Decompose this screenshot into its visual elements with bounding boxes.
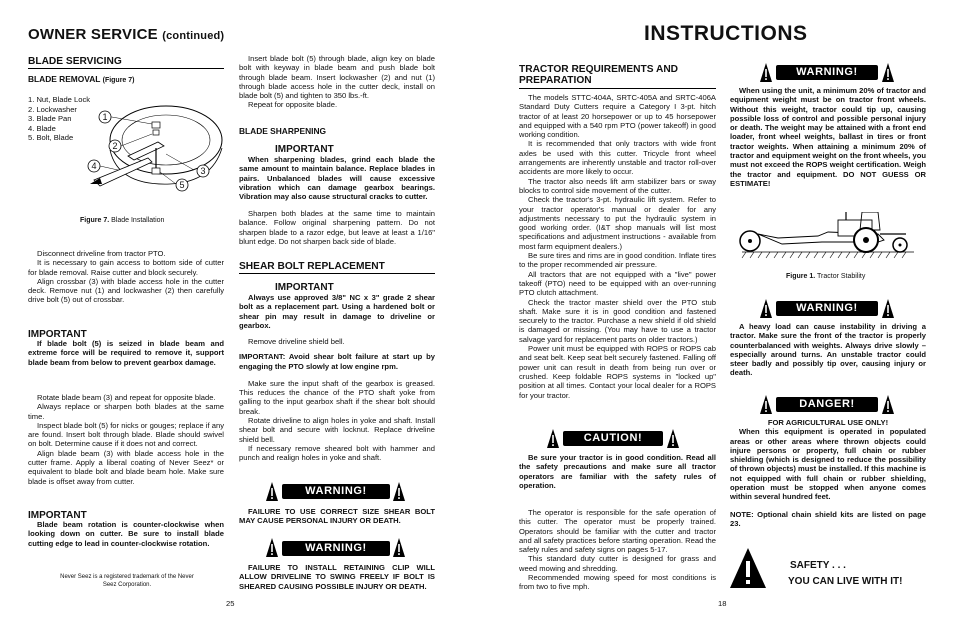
warning-label: WARNING! [282, 484, 390, 499]
important-text: Always use approved 3/8" NC x 3" grade 2 shear bolt as a replacement part. Using a hardened bolt or shear pin may result in damage to driveline or gearbox. [239, 293, 435, 330]
shear-bolt-rule [239, 273, 435, 274]
legend-item: 3. Blade Pan [28, 114, 72, 123]
warning-triangle-icon [882, 63, 894, 82]
figure7-caption-label: Figure 7. [80, 217, 110, 224]
warning-triangle-icon [760, 63, 772, 82]
paragraph: Recommended mowing speed for most conditions is from two to five mph. [519, 573, 716, 592]
warning-triangle-icon [760, 299, 772, 318]
warning-heavy-load-text [730, 322, 926, 378]
blade-bolt-install-text [239, 54, 435, 110]
warning-label: WARNING! [776, 65, 878, 80]
safety-slogan [790, 558, 902, 590]
warning-triangle-icon [393, 538, 405, 557]
figure7-caption [80, 216, 164, 225]
important-heading: IMPORTANT [275, 144, 334, 155]
tractor-requirements-text [519, 93, 716, 400]
paragraph: All tractors that are not equipped with a "live" power takeoff (PTO) need to be equipped with an over-running PTO clutch attachment. [519, 269, 716, 298]
blade-install-steps [28, 393, 224, 486]
important-heading: IMPORTANT [28, 510, 87, 521]
paragraph: Check the tractor master shield over the PTO stub shaft. Make sure it is in good condition and fastened securely to the tractor. Purchase a new shield if old shield is damaged or missing. (You may have to use a tractor salvage yard for replacement parts on older tractors.) [519, 297, 716, 344]
caution-paragraph: Be sure your tractor is in good condition. Read all the safety precautions and make sure all tractor operators are familiar with the safety rules of operation. [519, 453, 716, 490]
paragraph: Align blade beam (3) with blade access hole in the cutter frame. Apply a liberal coating of Never Seez* or equivalent to blade bolt and blade beam hole. Make sure blade is offset away from cutter. [28, 448, 224, 486]
warning-triangle-icon [266, 538, 278, 557]
danger-triangle-icon [882, 395, 894, 414]
page-number-25: 25 [226, 599, 235, 608]
danger-title: FOR AGRICULTURAL USE ONLY! [767, 418, 889, 427]
blade-sharpening-heading: BLADE SHARPENING [239, 126, 327, 136]
paragraph: Make sure the input shaft of the gearbox is greased. This reduces the chance of the PTO shaft yoke from galling to the input gearbox shaft if the shear bolt should break. [239, 378, 435, 416]
important-text: When sharpening blades, grind each blade the same amount to maintain balance. Replace blades in pairs. Unbalanced blades will cause excessive vibration which can damage gearbox bearings. Vibration may also cause structural cracks to cutter. [239, 155, 435, 202]
paragraph: Align crossbar (3) with blade access hole in the cutter deck. Remove nut (1) and lockwasher (2) then carefully drive bolt (5) out of crossbar. [28, 276, 224, 305]
paragraph: Power unit must be equipped with ROPS or ROPS cab and seat belt. Keep seat belt securely fastened. Falling off power unit can result in death from being run over or crushed. Keep foldable ROPS systems in "locked up" position at all times. Contact your local dealer for a ROPS for your tractor. [519, 344, 716, 400]
blade-removal-figref: (Figure 7) [102, 77, 135, 84]
legend-item: 5. Bolt, Blade [28, 133, 74, 142]
caution-triangle-icon [547, 429, 559, 448]
sharpening-instructions [239, 209, 435, 246]
paragraph: Remove driveline shield bell. [248, 337, 345, 346]
warning-text: FAILURE TO USE CORRECT SIZE SHEAR BOLT MAY CAUSE PERSONAL INJURY OR DEATH. [239, 507, 435, 526]
warning-label: WARNING! [776, 301, 878, 316]
important-text: If blade bolt (5) is seized in blade beam and extreme force will be required to remove it, support blade beam from below to prevent gearbox damage. [28, 339, 224, 367]
paragraph: Check the tractor's 3-pt. hydraulic lift system. Refer to your tractor operator's manual or dealer for any adjustments necessary to put the hydraulic system in good working order. (I&T shop manuals will list most specifications and adjustment instructions - available from most farm equipment dealers.) [519, 195, 716, 251]
chain-shield-note: NOTE: Optional chain shield kits are listed on page 23. [730, 509, 926, 528]
callout-1: 1 [102, 112, 108, 122]
warning-front-weight-text [730, 86, 926, 188]
legend-item: 1. Nut, Blade Lock [28, 95, 91, 104]
paragraph: If necessary remove sheared bolt with hammer and punch and realign holes in yoke and shaft. [239, 443, 435, 463]
instructions-title: INSTRUCTIONS [644, 22, 808, 45]
paragraph: Insert blade bolt (5) through blade, align key on blade bolt with keyway in blade beam and push blade bolt through blade beam. Insert lockwasher (2) and nut (1) through blade access hole in the cutter deck, install on blade bolt (5) and tighten to 350 lbs.-ft. [239, 54, 435, 101]
danger-text-block [730, 418, 926, 528]
blade-servicing-rule [28, 68, 224, 69]
paragraph: Sharpen both blades at the same time to maintain balance. Follow original sharpening pattern. Do not sharpen blade to a razor edge, but leave at least a 1/16" blunt edge. Do not sharpen back side of blade. [239, 209, 435, 246]
important-seized-bolt-text [28, 339, 224, 367]
blade-servicing-heading: BLADE SERVICING [28, 56, 122, 67]
figure1-caption-label: Figure 1. [786, 273, 816, 280]
warning-triangle-icon [882, 299, 894, 318]
tractor-requirements-rule [519, 88, 716, 89]
safety-slogan-line1: SAFETY . . . [790, 560, 846, 571]
paragraph: Be sure tires and rims are in good condition. Inflate tires to the proper recommended air pressure. [519, 251, 716, 270]
safety-alert-triangle-icon [730, 548, 766, 588]
paragraph: The operator is responsible for the safe operation of this cutter. The operator must be properly trained. Operators should be familiar with the cutter and tractor and all safety practices before starting operation. Read the safety rules and safety signs on pages 5-17. [519, 508, 716, 555]
callout-3: 3 [200, 166, 206, 176]
paragraph: Rotate blade beam (3) and repeat for opposite blade. [37, 393, 216, 402]
figure1-caption-text: Tractor Stability [815, 273, 866, 280]
paragraph: Inspect blade bolt (5) for nicks or gouges; replace if any are found. Insert bolt through blade. Blade should swivel on bolt. Determine cause if it does not and correct. [28, 420, 224, 449]
figure7-caption-text: Blade Installation [109, 217, 165, 224]
blade-removal-steps [28, 249, 224, 305]
paragraph: It is necessary to gain access to bottom side of cutter for blade removal. Raise cutter and block securely. [28, 258, 224, 277]
page-number-18: 18 [718, 599, 727, 608]
warning-triangle-icon [393, 482, 405, 501]
caution-triangle-icon [667, 429, 679, 448]
caution-label: CAUTION! [563, 431, 663, 446]
callout-2: 2 [112, 141, 118, 151]
important-rotation-text [28, 520, 224, 548]
paragraph: It is recommended that only tractors with wide front axles be used with this cutter. Tricycle front wheel arrangements are inherently unstable and tractor roll-over accidents are more likely to occur. [519, 139, 716, 177]
warning-shear-bolt-text [239, 507, 435, 526]
paragraph: The tractor also needs lift arm stabilizer bars or sway blocks to control side movement of the cutter. [519, 176, 716, 195]
figure1-caption [786, 272, 865, 281]
warning-text: When using the unit, a minimum 20% of tractor and equipment weight must be on tractor front wheels. Without this weight, tractor could tip up, causing possible loss of control and possible personal injury or death. The weight may be attained with a front end loader, front wheel weights, ballast in tires or front tractor weights. When attaining a minimum 20% of tractor and equipment weight on the front wheels, you must not exceed the ROPS weight certification. Weigh the tractor and equipment. DO NOT GUESS OR ESTIMATE! [730, 86, 926, 188]
paragraph: The models STTC-404A, SRTC-405A and SRTC-406A Standard Duty Cutters require a Category I 3-pt. hitch tractor of at least 20 horsepower or up to 45 horsepower and equipped with a 540 rpm PTO (power takeoff) in good working condition. [519, 93, 716, 140]
tractor-requirements-heading: TRACTOR REQUIREMENTS AND PREPARATION [519, 64, 679, 86]
owner-service-subtitle: (continued) [162, 30, 225, 42]
safety-slogan-line2: YOU CAN LIVE WITH IT! [788, 576, 903, 587]
shear-bolt-heading: SHEAR BOLT REPLACEMENT [239, 261, 385, 272]
paragraph: Repeat for opposite blade. [248, 100, 338, 110]
callout-5: 5 [179, 180, 185, 190]
paragraph-bold: IMPORTANT: Avoid shear bolt failure at start up by engaging the PTO slowly at low engine rpm. [239, 352, 435, 371]
important-heading: IMPORTANT [28, 329, 87, 340]
important-text: Blade beam rotation is counter-clockwise when looking down on cutter. Be sure to install blade cutting edge to lead in counter-clockwise rotation. [28, 520, 224, 548]
blade-removal-label: BLADE REMOVAL [28, 74, 101, 84]
owner-service-header [28, 26, 224, 43]
legend-item: 2. Lockwasher [28, 104, 77, 114]
important-heading: IMPORTANT [275, 282, 334, 293]
paragraph: This standard duty cutter is designed for grass and weed mowing and shredding. [519, 554, 716, 573]
danger-label: DANGER! [776, 397, 878, 412]
warning-text: FAILURE TO INSTALL RETAINING CLIP WILL ALLOW DRIVELINE TO SWING FREELY IF BOLT IS SHEARED CAUSING POSSIBLE INJURY OR DEATH. [239, 563, 435, 591]
legend-item: 4. Blade [28, 123, 56, 133]
paragraph: Always replace or sharpen both blades at the same time. [28, 402, 224, 421]
shear-bolt-steps [239, 337, 435, 463]
caution-text [519, 453, 716, 490]
warning-retaining-clip-text [239, 563, 435, 591]
paragraph: Rotate driveline to align holes in yoke and shaft. Install shear bolt and secure with locknut. Replace driveline shield bell. [239, 416, 435, 444]
never-seez-footnote: Never Seez is a registered trademark of the Never Seez Corporation. [60, 574, 194, 588]
operator-responsibility-text [519, 508, 716, 592]
warning-label: WARNING! [282, 541, 390, 556]
blade-removal-heading [28, 74, 135, 84]
owner-service-title: OWNER SERVICE [28, 26, 158, 43]
paragraph: Disconnect driveline from tractor PTO. [37, 249, 166, 258]
warning-triangle-icon [266, 482, 278, 501]
danger-text: When this equipment is operated in populated areas or other areas where thrown objects could injure persons or property, full chain or rubber shielding (which is designed to reduce the possibility of thrown objects) must be installed. If this machine is not equipped with full chain or rubber shielding, operation must be stopped when anyone comes within several hundred feet. [730, 427, 926, 502]
important-shear-bolt-text [239, 293, 435, 330]
callout-4: 4 [91, 161, 97, 171]
warning-text: A heavy load can cause instability in driving a tractor. Make sure the front of the tractor is properly counterbalanced with weights. Always drive slowly – especially around turns. An unstable tractor could steer badly and possibly tip over, causing injury or death. [730, 322, 926, 378]
danger-triangle-icon [760, 395, 772, 414]
important-sharpening-text [239, 155, 435, 201]
figure1-tractor-stability-drawing [738, 212, 918, 270]
